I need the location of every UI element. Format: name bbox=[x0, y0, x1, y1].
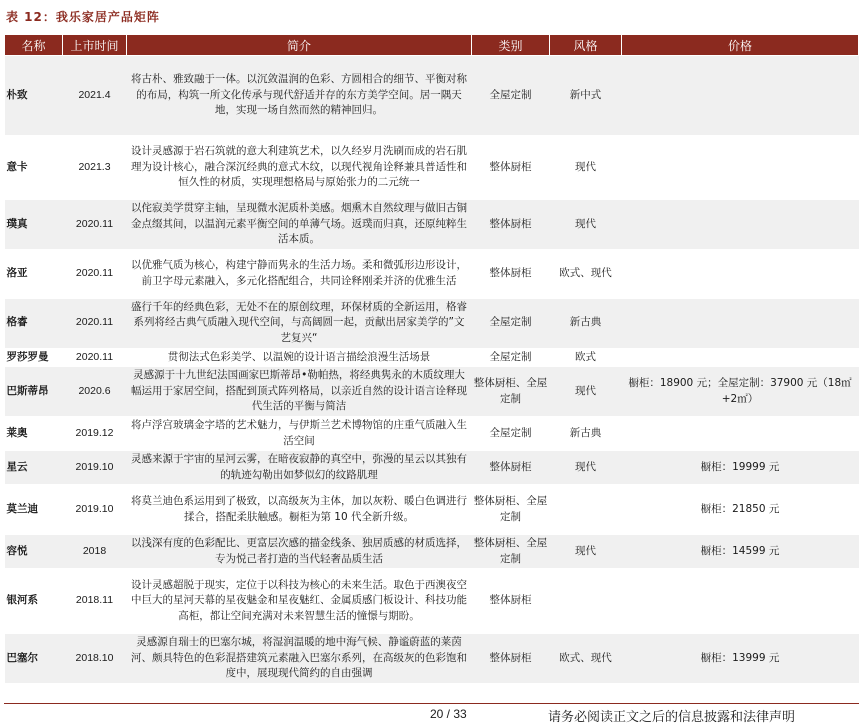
product-name: 星云 bbox=[5, 451, 63, 485]
product-category: 整体厨柜 bbox=[472, 200, 550, 250]
product-style: 欧式、现代 bbox=[550, 634, 622, 684]
disclaimer-text: 请务必阅读正文之后的信息披露和法律声明 bbox=[548, 710, 796, 725]
col-header-date: 上市时间 bbox=[63, 35, 127, 56]
launch-date: 2018 bbox=[63, 535, 127, 569]
product-description: 将卢浮宫玻璃金字塔的艺术魅力，与伊斯兰艺术博物馆的庄重气质融入生活空间 bbox=[127, 417, 472, 451]
col-header-category: 类别 bbox=[472, 35, 550, 56]
launch-date: 2020.6 bbox=[63, 367, 127, 417]
product-style: 欧式 bbox=[550, 348, 622, 367]
product-name: 朴致 bbox=[5, 56, 63, 136]
col-header-price: 价格 bbox=[622, 35, 859, 56]
footer-divider bbox=[4, 703, 859, 704]
product-description: 灵感来源于宇宙的星河云雾，在暗夜寂静的真空中，弥漫的星云以其独有的轨迹勾勒出如梦似幻的纹路肌理 bbox=[127, 451, 472, 485]
product-description: 贯彻法式色彩美学、以温婉的设计语言描绘浪漫生活场景 bbox=[127, 348, 472, 367]
product-price: 橱柜：14599 元 bbox=[622, 535, 859, 569]
col-header-style: 风格 bbox=[550, 35, 622, 56]
product-category: 整体厨柜 bbox=[472, 249, 550, 298]
product-description: 以侘寂美学贯穿主轴，呈现微水泥质朴美感。烟熏木自然纹理与做旧古铜金点缀其间，以温润元素平衡空间的单薄气场。返璞而归真，还原纯粹生活本质。 bbox=[127, 200, 472, 250]
product-name: 巴斯蒂昂 bbox=[5, 367, 63, 417]
product-description: 灵感源于十九世纪法国画家巴斯蒂昂•勒帕热，将经典隽永的木质纹理大幅运用于家居空间，搭配到顶式阵列格局，以亲近自然的设计语言诠释现代生活的平衡与简洁 bbox=[127, 367, 472, 417]
product-name: 罗莎罗曼 bbox=[5, 348, 63, 367]
product-category: 整体厨柜 bbox=[472, 569, 550, 634]
table-row bbox=[5, 417, 859, 451]
product-category: 整体厨柜 bbox=[472, 451, 550, 485]
product-style: 欧式、现代 bbox=[550, 249, 622, 298]
product-style: 现代 bbox=[550, 451, 622, 485]
product-style: 新古典 bbox=[550, 417, 622, 451]
product-description: 设计灵感源于岩石筑就的意大利建筑艺术，以久经岁月洗刷而成的岩石肌理为设计核心，融合深沉经典的意式木纹，以现代视角诠释兼具普适性和恒久性的材质，实现理想格局与原始张力的二元统一 bbox=[127, 136, 472, 200]
launch-date: 2020.11 bbox=[63, 200, 127, 250]
product-category: 整体厨柜 bbox=[472, 634, 550, 684]
table-row bbox=[5, 535, 859, 569]
product-style: 现代 bbox=[550, 535, 622, 569]
product-style: 新古典 bbox=[550, 298, 622, 348]
product-description: 盛行千年的经典色彩，无处不在的原创纹理，环保材质的全新运用，格睿系列将经古典气质融入现代空间，与高阔圆一起，贡献出居家美学的”文艺复兴“ bbox=[127, 298, 472, 348]
product-category: 全屋定制 bbox=[472, 417, 550, 451]
product-category: 整体厨柜、全屋定制 bbox=[472, 485, 550, 535]
launch-date: 2018.11 bbox=[63, 569, 127, 634]
product-price bbox=[622, 417, 859, 451]
product-price bbox=[622, 249, 859, 298]
product-name: 莫兰迪 bbox=[5, 485, 63, 535]
table-row bbox=[5, 298, 859, 348]
product-name: 格睿 bbox=[5, 298, 63, 348]
product-category: 整体厨柜 bbox=[472, 136, 550, 200]
col-header-name: 名称 bbox=[5, 35, 63, 56]
product-description: 灵感源自瑞士的巴塞尔城，将湿润温暖的地中海气候、静谧蔚蓝的莱茵河、颇具特色的色彩混搭建筑元素融入巴塞尔系列，在高级灰的色彩饱和度中，展现现代简约的自由强调 bbox=[127, 634, 472, 684]
product-description: 设计灵感超脱于现实，定位于以科技为核心的未来生活。取色于西澳夜空中巨大的星河天幕的星夜魅金和星夜魅红、金属质感门板设计、科技功能高柜，都让空间充满对未来智慧生活的憧憬与期盼。 bbox=[127, 569, 472, 634]
product-price bbox=[622, 136, 859, 200]
product-price bbox=[622, 56, 859, 136]
launch-date: 2018.10 bbox=[63, 634, 127, 684]
launch-date: 2020.11 bbox=[63, 298, 127, 348]
product-name: 银河系 bbox=[5, 569, 63, 634]
table-row bbox=[5, 56, 859, 136]
product-style: 新中式 bbox=[550, 56, 622, 136]
table-row bbox=[5, 200, 859, 250]
product-description: 以优雅气质为核心，构建宁静而隽永的生活力场。柔和微弧形边形设计，前卫字母元素融入，多元化搭配组合，共同诠释刚柔并济的优雅生活 bbox=[127, 249, 472, 298]
product-category: 全屋定制 bbox=[472, 298, 550, 348]
product-name: 璞真 bbox=[5, 200, 63, 250]
launch-date: 2019.10 bbox=[63, 485, 127, 535]
product-price: 橱柜：18900 元；全屋定制：37900 元（18㎡+2㎡） bbox=[622, 367, 859, 417]
product-style bbox=[550, 485, 622, 535]
product-price: 橱柜：19999 元 bbox=[622, 451, 859, 485]
table-row bbox=[5, 136, 859, 200]
col-header-desc: 简介 bbox=[127, 35, 472, 56]
launch-date: 2020.11 bbox=[63, 348, 127, 367]
product-description: 将莫兰迪色系运用到了极致，以高级灰为主体，加以灰粉、暖白色调进行揉合，搭配柔肤触感。橱柜为第 10 代全新升级。 bbox=[127, 485, 472, 535]
table-row bbox=[5, 348, 859, 367]
launch-date: 2019.12 bbox=[63, 417, 127, 451]
product-description: 将古朴、雅致融于一体。以沉敛温润的色彩、方圆相合的细节、平衡对称的布局，构筑一所文化传承与现代舒适并存的东方美学空间。居一隅天地，实现一场自然而然的精神回归。 bbox=[127, 56, 472, 136]
table-row bbox=[5, 634, 859, 684]
table-row bbox=[5, 451, 859, 485]
table-row bbox=[5, 485, 859, 535]
product-price bbox=[622, 348, 859, 367]
launch-date: 2020.11 bbox=[63, 249, 127, 298]
product-style: 现代 bbox=[550, 367, 622, 417]
product-category: 全屋定制 bbox=[472, 348, 550, 367]
launch-date: 2021.4 bbox=[63, 56, 127, 136]
launch-date: 2019.10 bbox=[63, 451, 127, 485]
table-header-row bbox=[5, 35, 859, 56]
product-description: 以浅深有度的色彩配比、更富层次感的描金线条、独居质感的材质选择，专为悦己者打造的当代轻奢品质生活 bbox=[127, 535, 472, 569]
page-number: 20 / 33 bbox=[430, 707, 467, 721]
table-caption: 表 12：我乐家居产品矩阵 bbox=[6, 10, 160, 24]
launch-date: 2021.3 bbox=[63, 136, 127, 200]
product-price bbox=[622, 200, 859, 250]
product-category: 整体厨柜、全屋定制 bbox=[472, 535, 550, 569]
product-name: 洛亚 bbox=[5, 249, 63, 298]
product-style bbox=[550, 569, 622, 634]
product-category: 全屋定制 bbox=[472, 56, 550, 136]
product-name: 莱奥 bbox=[5, 417, 63, 451]
table-row bbox=[5, 249, 859, 298]
product-style: 现代 bbox=[550, 200, 622, 250]
product-price: 橱柜：13999 元 bbox=[622, 634, 859, 684]
product-name: 容悦 bbox=[5, 535, 63, 569]
product-name: 巴塞尔 bbox=[5, 634, 63, 684]
product-style: 现代 bbox=[550, 136, 622, 200]
product-price bbox=[622, 569, 859, 634]
table-row bbox=[5, 569, 859, 634]
product-category: 整体厨柜、全屋定制 bbox=[472, 367, 550, 417]
product-price: 橱柜：21850 元 bbox=[622, 485, 859, 535]
table-row bbox=[5, 367, 859, 417]
product-matrix-table bbox=[4, 34, 859, 684]
product-name: 意卡 bbox=[5, 136, 63, 200]
product-price bbox=[622, 298, 859, 348]
